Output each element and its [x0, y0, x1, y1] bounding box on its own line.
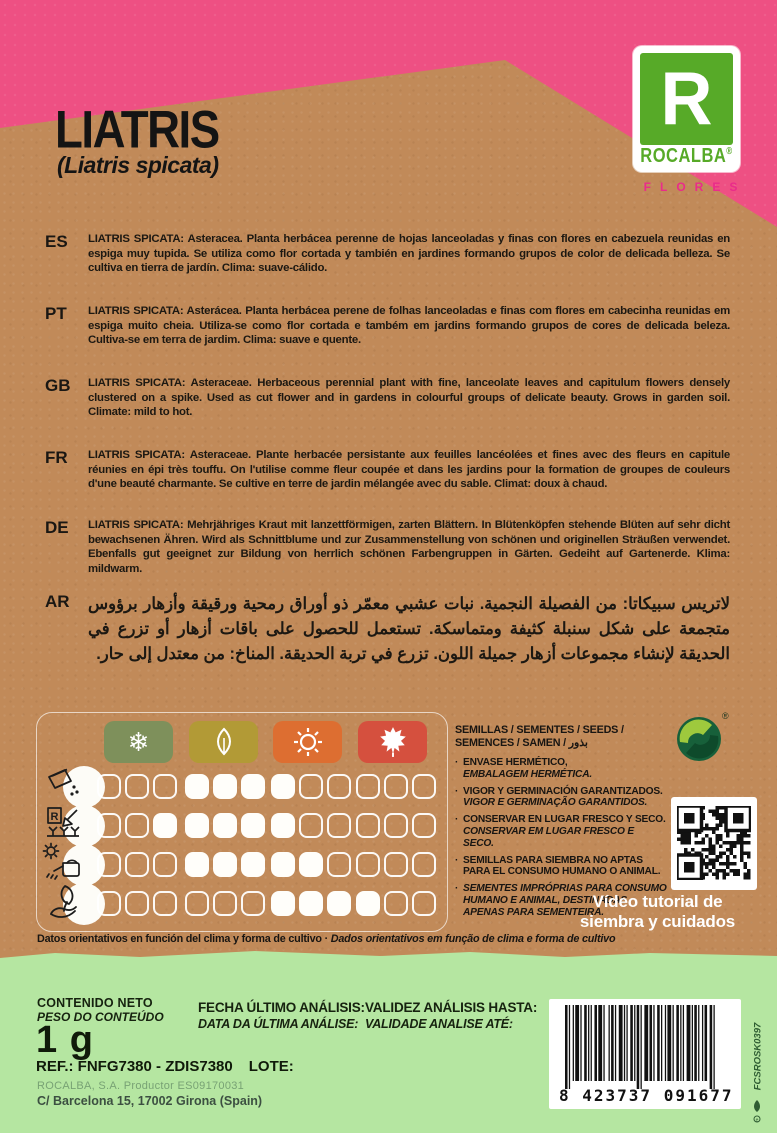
calendar-row-transplant — [37, 813, 447, 839]
month-cell — [185, 813, 209, 838]
lang-text: LIATRIS SPICATA: Asteraceae. Plante herbacée persistante aux feuilles lancéolées et fines avec des fleurs en capitule réunies en épi très touffu. On l'utilise comme fleur coupée et dans les jardins pour la formation de groupes de couleurs d'une beauté charmante. Se cultive en terre de jardin mélangée avec du sable. Climat: doux à chaud. — [88, 449, 730, 491]
flowering-icon — [41, 880, 87, 926]
leaf-mark-icon — [750, 1098, 764, 1124]
latin-name: (Liatris spicata) — [57, 152, 219, 178]
lang-code: DE — [45, 518, 69, 537]
page-title: LIATRIS — [55, 99, 219, 159]
seed-info-bullet: · ENVASE HERMÉTICO, EMBALAGEM HERMÉTICA. — [455, 757, 592, 780]
month-cell — [412, 891, 436, 916]
month-cell — [153, 891, 177, 916]
month-cell — [384, 852, 408, 877]
calendar-caption: Datos orientativos en función del clima y forma de cultivo · Dados orientativos em função de clima e forma de cultivo — [37, 933, 616, 945]
season-header-winter — [104, 721, 173, 763]
month-cell — [241, 774, 265, 799]
svg-text:R: R — [50, 811, 59, 823]
month-cell — [213, 774, 237, 799]
month-cell — [356, 774, 380, 799]
barcode — [549, 999, 741, 1109]
month-cell — [271, 891, 295, 916]
lang-text: LIATRIS SPICATA: Asteracea. Planta herbácea perenne de hojas lanceoladas y finas con flores en cabezuela reunidas en espiga muy tupida. Se utiliza como flor cortada y también en jardines formando grupos de color de delicada belleza. Se cultiva en tierra de jardín. Clima: suave-cálido. — [88, 233, 730, 275]
barcode-digits: 8 423737 091677 — [559, 1086, 734, 1105]
rocalba-wordmark: ROCALBA® — [640, 144, 733, 168]
month-cell — [327, 852, 351, 877]
month-cell — [299, 774, 323, 799]
month-cell — [327, 813, 351, 838]
month-cell — [299, 813, 323, 838]
validity-label: VALIDEZ ANÁLISIS HASTA: — [365, 1000, 538, 1015]
lang-text: LIATRIS SPICATA: Asteraceae. Herbaceous perennial plant with fine, lanceolate leaves and capitulum flowers densely clustered on a spike. Used as cut flower and in gardens in colourful groups of delicate beauty. Grows in garden soil. Climate: mild to hot. — [88, 377, 730, 419]
month-cell — [356, 852, 380, 877]
seed-info-bullet: · SEMENTES IMPRÓPRIAS PARA CONSUMO HUMANO E ANIMAL, DESTINADAS APENAS PARA SEMENTEIRA. — [455, 883, 667, 918]
month-cell — [299, 891, 323, 916]
month-cell — [213, 813, 237, 838]
seed-info-bullet: · VIGOR Y GERMINACIÓN GARANTIZADOS. VIGOR E GERMINAÇÃO GARANTIDOS. — [455, 785, 663, 809]
lang-code: PT — [45, 304, 67, 323]
month-cell — [327, 891, 351, 916]
video-tutorial-text: Vídeo tutorial de siembra y cuidados — [579, 892, 736, 931]
month-cell — [125, 774, 149, 799]
lang-text: LIATRIS SPICATA: Asterácea. Planta herbácea perene de folhas lanceoladas e finas com flores em cabecinha reunidas em espiga muito cheia. Utiliza-se como flor cortada e também em jardins formando grupos de cores de delicada beleza. Cultiva-se em terra de jardim. Clima: suave e quente. — [88, 305, 730, 347]
lang-section-de — [45, 518, 730, 577]
lang-section-gb — [45, 376, 730, 420]
lang-text: LIATRIS SPICATA: Mehrjähriges Kraut mit lanzettförmigen, zarten Blättern. In Blütenköpfen stehende Blüten auf sehr dicht bewachsenen Ähren. Wird als Schnittblume und zur Zusammenstellung von schönen und originellen Sträußen verwendet. Ebenfalls gut geeignet zur Bildung von herrlich schönen Farbengruppen in Gärten. Gedeiht auf Gartenerde. Klima: mildwarm. — [88, 519, 730, 576]
lang-section-es — [45, 232, 730, 276]
month-cell — [299, 852, 323, 877]
maple-leaf-icon — [379, 726, 407, 758]
month-cell — [327, 774, 351, 799]
month-cell — [213, 891, 237, 916]
month-cell — [153, 813, 177, 838]
season-header-spring — [189, 721, 258, 763]
month-cell — [213, 852, 237, 877]
month-cell — [125, 813, 149, 838]
month-cell — [412, 852, 436, 877]
month-cell — [356, 891, 380, 916]
registered-mark: ® — [722, 711, 729, 721]
ref-code: REF.: FNFG7380 - ZDIS7380 LOTE: — [36, 1058, 294, 1075]
sun-icon — [292, 726, 324, 758]
lang-section-ar — [45, 592, 730, 667]
lang-code: AR — [45, 592, 70, 611]
month-cell — [125, 891, 149, 916]
month-cell — [97, 891, 121, 916]
month-cell — [384, 891, 408, 916]
lang-code: ES — [45, 232, 68, 251]
month-cell — [271, 852, 295, 877]
month-cell — [384, 813, 408, 838]
month-cell — [125, 852, 149, 877]
month-cell — [271, 813, 295, 838]
validity-label-pt: VALIDADE ANALISE ATÉ: — [365, 1017, 513, 1031]
month-cell — [185, 852, 209, 877]
net-content-value: 1 g — [36, 1019, 94, 1061]
analysis-date-label-pt: DATA DA ÚLTIMA ANÁLISE: — [198, 1017, 359, 1031]
calendar-row-flowering — [37, 891, 447, 917]
month-cell — [356, 813, 380, 838]
seed-info-title: SEMILLAS / SEMENTES / SEEDS / SEMENCES / SAMEN / بذور — [455, 724, 624, 749]
lot-label: LOTE: — [248, 1058, 294, 1075]
green-dot-icon — [676, 716, 722, 762]
rocalba-logo — [633, 46, 740, 172]
month-cell — [271, 774, 295, 799]
month-cell — [97, 774, 121, 799]
rocalba-r-icon: R — [640, 53, 733, 145]
calendar-row-watering — [37, 852, 447, 878]
month-cell — [241, 852, 265, 877]
net-content-label-pt: PESO DO CONTEÚDO — [37, 1010, 164, 1024]
season-header-summer — [273, 721, 342, 763]
month-cell — [241, 891, 265, 916]
snowflake-icon: ❄ — [127, 727, 150, 757]
month-cell — [241, 813, 265, 838]
month-cell — [153, 852, 177, 877]
lang-section-fr — [45, 448, 730, 492]
month-cell — [153, 774, 177, 799]
lang-section-pt — [45, 304, 730, 348]
month-cell — [97, 852, 121, 877]
net-content-label: CONTENIDO NETO — [37, 996, 153, 1010]
seed-info-bullet: · SEMILLAS PARA SIEMBRA NO APTAS PARA EL CONSUMO HUMANO O ANIMAL. — [455, 854, 661, 878]
leaf-icon — [211, 727, 237, 757]
month-cell — [185, 891, 209, 916]
month-cell — [384, 774, 408, 799]
month-cell — [185, 774, 209, 799]
seed-info-bullet: · CONSERVAR EN LUGAR FRESCO Y SECO. CONSERVAR EM LUGAR FRESCO E SECO. — [455, 814, 666, 849]
side-code: FCSROSK0397 — [752, 1022, 764, 1091]
address-line: C/ Barcelona 15, 17002 Girona (Spain) — [37, 1094, 263, 1108]
lang-code: FR — [45, 448, 68, 467]
month-cell — [412, 774, 436, 799]
calendar-row-sowing — [37, 774, 447, 800]
svg-text:e: e — [755, 1117, 759, 1124]
month-cell — [412, 813, 436, 838]
month-cell — [97, 813, 121, 838]
producer-line: ROCALBA, S.A. Productor ES09170031 — [37, 1080, 245, 1092]
qr-code — [671, 797, 757, 890]
season-header-autumn — [358, 721, 427, 763]
sowing-calendar — [36, 712, 448, 932]
lang-code: GB — [45, 376, 71, 395]
lang-text: لاتريس سبيكاتا: من الفصيلة النجمية. نبات عشبي معمّر ذو أوراق رمحية ورقيقة وأزهار برؤوس متجمعة على شكل سنبلة كثيفة ومتماسكة. تستعمل للحصول على باقات أزهار أو تزرع في الحديقة لإنشاء مجموعات أزهار جميلة اللون. تزرع في تربة الحديقة. المناخ: من معتدل إلى حار. — [88, 595, 730, 663]
analysis-date-label: FECHA ÚLTIMO ANÁLISIS: — [198, 1000, 365, 1015]
brand-tagline: FLORES — [643, 180, 747, 194]
